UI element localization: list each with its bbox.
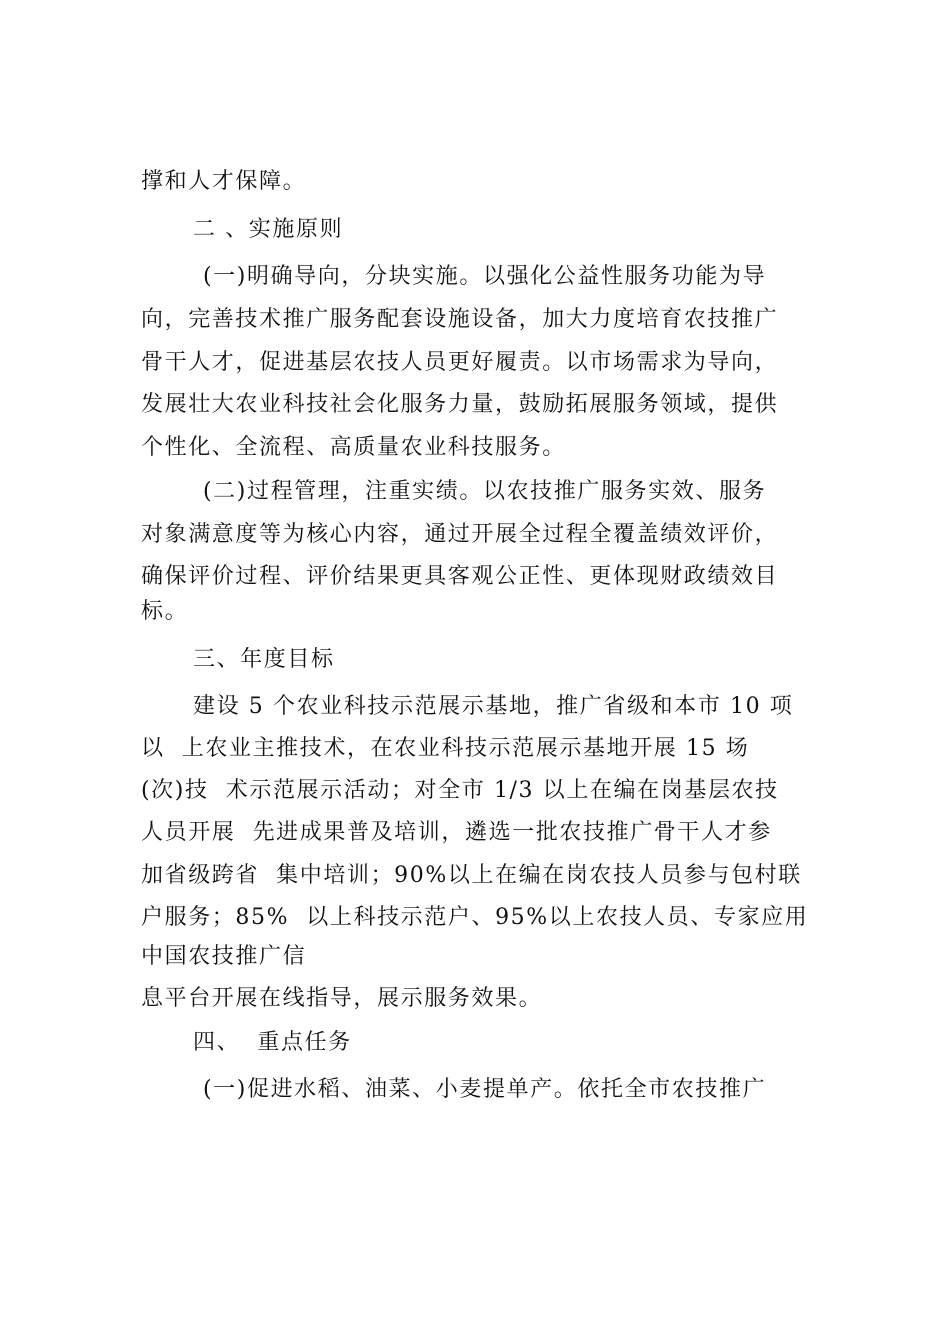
paragraph-line: 息平台开展在线指导，展示服务效果。 bbox=[141, 986, 543, 1011]
paragraph-line: 撑和人才保障。 bbox=[141, 169, 307, 194]
section-heading-annual-goals: 三、年度目标 bbox=[193, 647, 335, 672]
paragraph-line: 户服务；85% 以上科技示范户、95%以上农技人员、专家应用 bbox=[141, 905, 809, 930]
paragraph-line: 标。 bbox=[141, 599, 189, 624]
paragraph-line: 发展壮大农业科技社会化服务力量，鼓励拓展服务领域，提供 bbox=[141, 392, 779, 417]
paragraph-line: 向，完善技术推广服务配套设施设备，加大力度培育农技推广 bbox=[141, 307, 779, 332]
paragraph-line: 中国农技推广信 bbox=[141, 944, 307, 969]
paragraph-line: 个性化、全流程、高质量农业科技服务。 bbox=[141, 435, 566, 460]
paragraph-line: 骨干人才，促进基层农技人员更好履责。以市场需求为导向， bbox=[141, 350, 779, 375]
paragraph-line: (次)技 术示范展示活动；对全市 1/3 以上在编在岗基层农技 bbox=[141, 778, 779, 803]
paragraph-line: 建设 5 个农业科技示范展示基地，推广省级和本市 10 项 bbox=[193, 694, 794, 719]
paragraph-line: 加省级跨省 集中培训；90%以上在编在岗农技人员参与包村联 bbox=[141, 863, 802, 888]
paragraph-line: (一)促进水稻、油菜、小麦提单产。依托全市农技推广 bbox=[203, 1077, 767, 1102]
paragraph-line: 确保评价过程、评价结果更具客观公正性、更体现财政绩效目 bbox=[141, 564, 779, 589]
paragraph-line: 人员开展 先进成果普及培训，遴选一批农技推广骨干人才参 bbox=[141, 820, 772, 845]
paragraph-line: (二)过程管理，注重实绩。以农技推广服务实效、服务 bbox=[203, 479, 767, 504]
paragraph-line: 对象满意度等为核心内容，通过开展全过程全覆盖绩效评价， bbox=[141, 522, 779, 547]
paragraph-line: 以 上农业主推技术，在农业科技示范展示基地开展 15 场 bbox=[141, 736, 750, 761]
section-heading-key-tasks: 四、 重点任务 bbox=[193, 1030, 352, 1055]
paragraph-line: (一)明确导向，分块实施。以强化公益性服务功能为导 bbox=[203, 264, 767, 289]
section-heading-principles: 二 、实施原则 bbox=[193, 217, 344, 242]
